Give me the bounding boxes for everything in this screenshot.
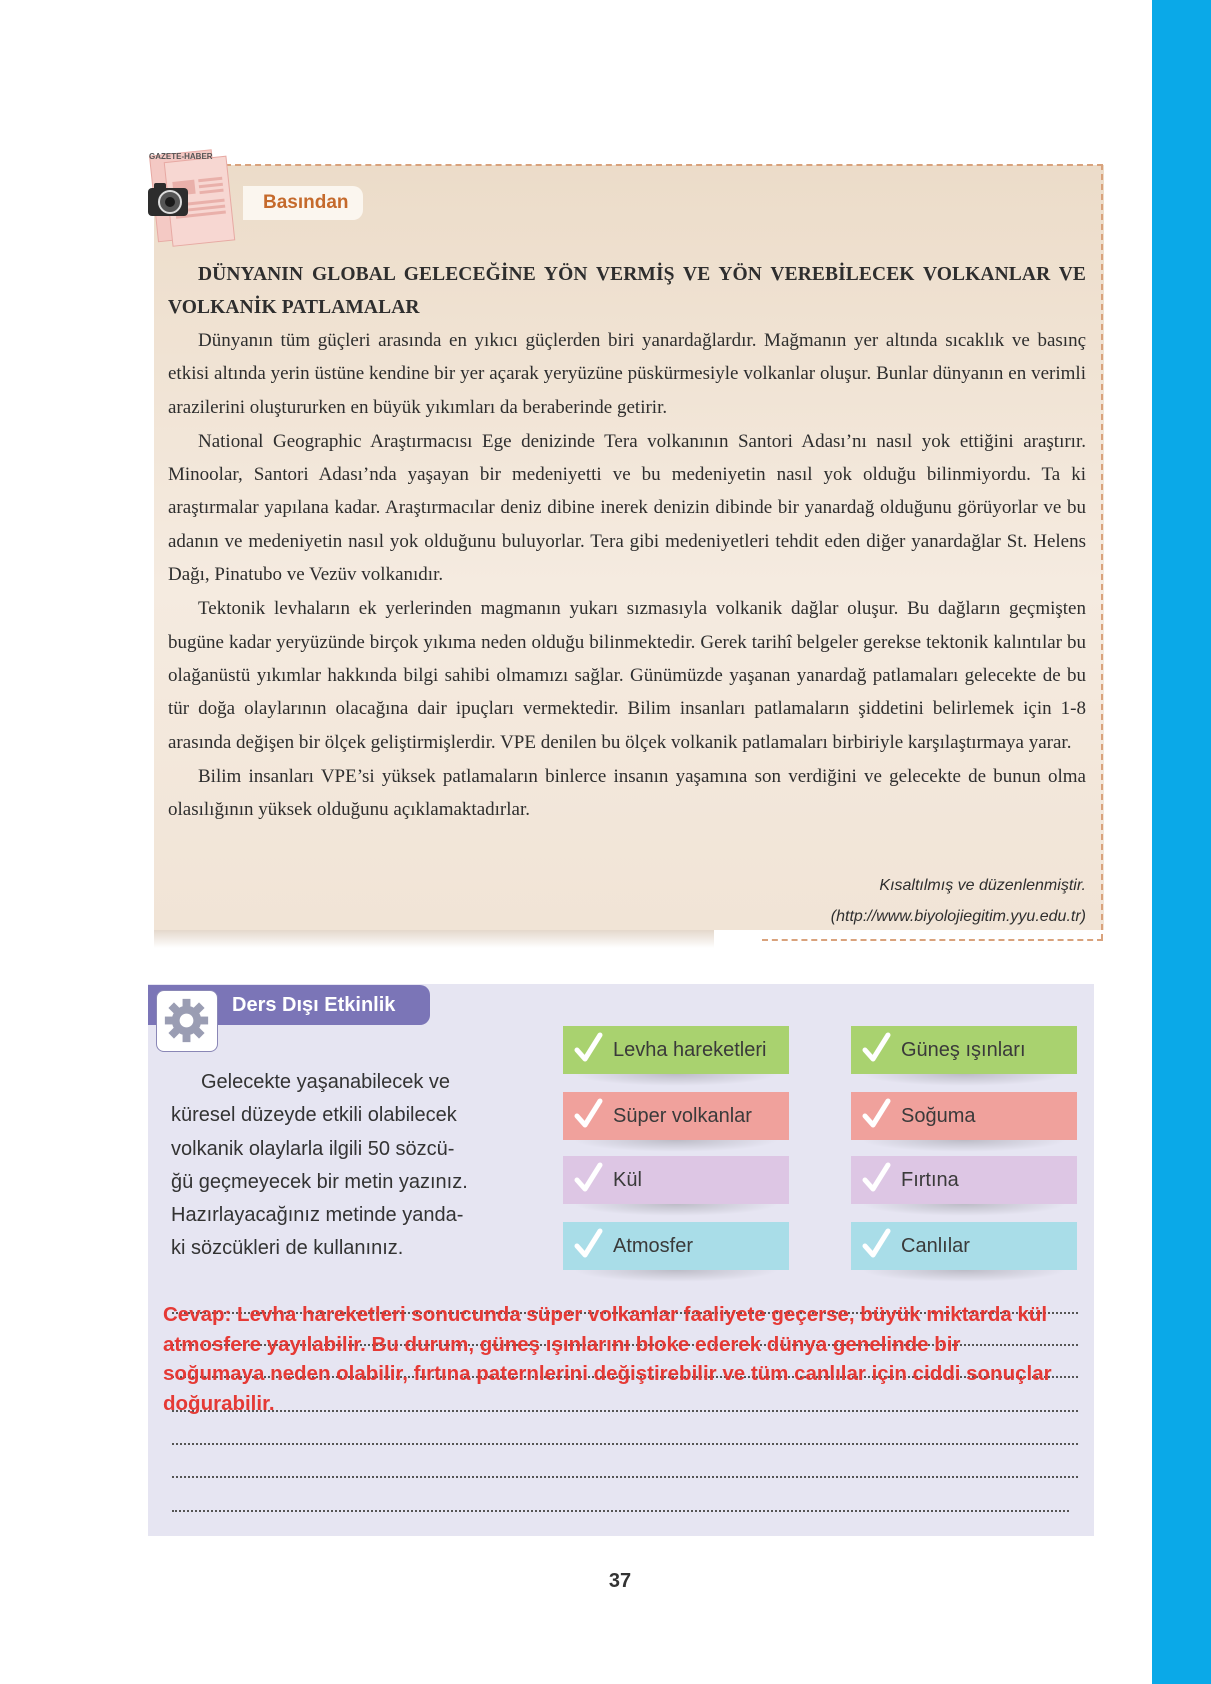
- instruction-line: ğü geçmeyecek bir metin yazınız.: [171, 1170, 468, 1193]
- activity-instruction: [171, 1066, 479, 1266]
- article-source: [831, 870, 1086, 932]
- press-section-label: Basından: [243, 186, 363, 220]
- press-article: [168, 258, 1086, 827]
- newspaper-camera-icon: [146, 146, 238, 248]
- keyword-chip: [851, 1092, 1077, 1140]
- keyword-label: Fırtına: [901, 1169, 959, 1191]
- keyword-chip: [563, 1222, 789, 1270]
- instruction-line: volkanik olaylarla ilgili 50 sözcü-: [171, 1137, 455, 1160]
- keyword-chip: [851, 1026, 1077, 1074]
- check-icon: [859, 1222, 893, 1268]
- keyword-chip: [851, 1156, 1077, 1204]
- writing-line: [172, 1476, 1078, 1478]
- instruction-line: Hazırlayacağınız metinde yanda-: [171, 1204, 464, 1227]
- instruction-line: küresel düzeyde etkili olabilecek: [171, 1104, 457, 1127]
- gear-icon: [156, 990, 218, 1052]
- keyword-label: Atmosfer: [613, 1235, 694, 1257]
- check-icon: [571, 1222, 605, 1268]
- check-icon: [859, 1026, 893, 1072]
- keyword-label: Levha hareketleri: [613, 1039, 767, 1061]
- keyword-label: Canlılar: [901, 1235, 970, 1257]
- check-icon: [571, 1026, 605, 1072]
- source-url: (http://www.biyolojiegitim.yyu.edu.tr): [830, 908, 1086, 925]
- keyword-chip: [563, 1026, 789, 1074]
- keyword-chip: [563, 1156, 789, 1204]
- article-paragraph: Dünyanın tüm güçleri arasında en yıkıcı güçlerden biri yanardağlardır. Mağmanın yer altında sıcaklık ve basınç etkisi altında yerin üstüne kendine bir yer açarak yeryüzüne püskürmesiyle volkanlar oluşur. Bunlar dünyanın en verimli arazilerini oluştururken en büyük yıkımları da beraberinde getirir.: [168, 330, 1086, 418]
- press-box-dashed-border: [225, 164, 1103, 166]
- activity-title: Ders Dışı Etkinlik: [232, 994, 396, 1016]
- keyword-label: Soğuma: [901, 1105, 976, 1127]
- press-box-shadow: [154, 930, 714, 948]
- keyword-label: Süper volkanlar: [613, 1105, 752, 1127]
- keyword-label: Kül: [613, 1169, 642, 1191]
- check-icon: [859, 1092, 893, 1138]
- article-paragraph: National Geographic Araştırmacısı Ege denizinde Tera volkanının Santori Adası’nı nasıl yok ettiğini araştırır. Minoolar, Santori Adası’nda yaşayan bir medeniyetti ve bu medeniyetin nasıl yok olduğu bilinmiyordu. Ta ki araştırmalar yapılana kadar. Araştırmacılar deniz dibine inerek denizin dibinde bir yanardağ olduğunu görüyorlar ve bu adanın ve medeniyetin nasıl yok olduğunu buluyorlar. Tera gibi medeniyetleri tehdit eden diğer yanardağlar St. Helens Dağı, Pinatubo ve Vezüv volkanıdır.: [168, 430, 1086, 586]
- page-number: 37: [608, 1570, 632, 1592]
- press-box-dashed-border-right: [1101, 164, 1103, 940]
- check-icon: [859, 1156, 893, 1202]
- svg-text:GAZETE-HABER: GAZETE-HABER: [149, 152, 213, 161]
- writing-line: [172, 1443, 1078, 1445]
- handwritten-answer: Cevap: Levha hareketleri sonucunda süper volkanlar faaliyete geçerse, büyük miktarda kül atmosfere yayılabilir. Bu durum, güneş ışınlarını bloke ederek dünya genelinde bir soğumaya neden olabilir, fırtına paternlerini değiştirebilir ve tüm canlılar için ciddi sonuçlar doğurabilir.: [163, 1303, 1052, 1415]
- keyword-label: Güneş ışınları: [901, 1039, 1026, 1061]
- keyword-chip: [563, 1092, 789, 1140]
- keyword-chip: [851, 1222, 1077, 1270]
- article-headline: DÜNYANIN GLOBAL GELECEĞİNE YÖN VERMİŞ VE YÖN VEREBİLECEK VOLKANLAR VE VOLKANİK PATLAMALAR: [168, 264, 1086, 318]
- article-paragraph: Bilim insanları VPE’si yüksek patlamaların binlerce insanın yaşamına son verdiğini ve gelecekte de bunun olma olasılığının yüksek olduğunu açıklamaktadırlar.: [168, 765, 1086, 821]
- article-paragraph: Tektonik levhaların ek yerlerinden magmanın yukarı sızmasıyla volkanik dağlar oluşur. Bu dağların geçmişten bugüne kadar yeryüzünde birçok yıkıma neden olduğu bilinmektedir. Gerek tarihî belgeler gerekse tektonik kalıntılar bu olağanüstü yıkımlar hakkında bilgi sahibi olmamızı sağlar. Günümüzde yaşanan yanardağ patlamaları gelecekte de bu tür doğa olaylarının olacağına dair ipuçları vermektedir. Bilim insanları patlamaların şiddetini belirlemek için 1-8 arasında değişen bir ölçek geliştirmişlerdir. VPE denilen bu ölçek volkanik patlamaları birbiriyle karşılaştırmaya yarar.: [168, 598, 1086, 753]
- check-icon: [571, 1156, 605, 1202]
- instruction-line: Gelecekte yaşanabilecek ve: [201, 1071, 451, 1093]
- source-note: Kısaltılmış ve düzenlenmiştir.: [879, 877, 1086, 894]
- check-icon: [571, 1092, 605, 1138]
- writing-line: [172, 1510, 1069, 1512]
- page-side-stripe: [1152, 0, 1211, 1684]
- press-box-dashed-border-bottom: [762, 939, 1103, 941]
- instruction-line: ki sözcükleri de kullanınız.: [171, 1237, 404, 1260]
